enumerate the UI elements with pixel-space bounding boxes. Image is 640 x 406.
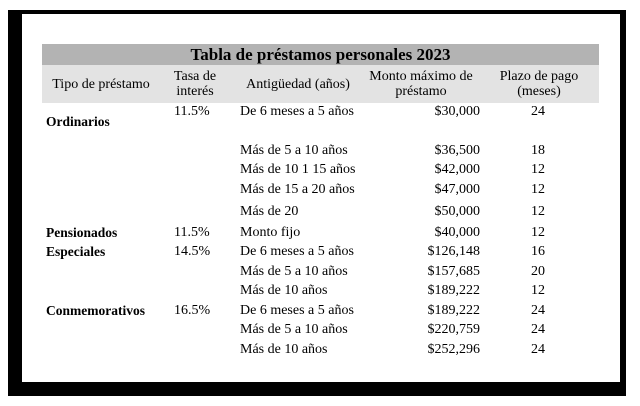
cell-term: 24 — [531, 303, 545, 318]
header-rate: Tasa de interés — [173, 69, 217, 99]
cell-age: Más de 10 años — [240, 342, 328, 357]
cell-rate: 16.5% — [174, 303, 211, 318]
cell-amount: $36,500 — [434, 143, 480, 158]
cell-term: 20 — [531, 264, 545, 279]
cell-age: De 6 meses a 5 años — [240, 244, 354, 259]
header-type: Tipo de préstamo — [52, 76, 150, 92]
cell-rate: 11.5% — [174, 104, 210, 119]
cell-age: Más de 5 a 10 años — [240, 264, 348, 279]
cell-type: Especiales — [46, 244, 106, 259]
cell-amount: $252,296 — [427, 342, 480, 357]
cell-amount: $220,759 — [427, 322, 480, 337]
cell-age: Más de 10 años — [240, 283, 328, 298]
cell-age: Más de 15 a 20 años — [240, 182, 355, 197]
cell-amount: $40,000 — [434, 225, 480, 240]
cell-age: Monto fijo — [240, 225, 301, 240]
cell-rate: 14.5% — [174, 244, 211, 259]
cell-age: Más de 5 a 10 años — [240, 143, 348, 158]
cell-age: Más de 10 1 15 años — [240, 162, 356, 177]
cell-amount: $126,148 — [427, 244, 480, 259]
cell-amount: $189,222 — [427, 303, 480, 318]
cell-term: 12 — [531, 283, 545, 298]
cell-term: 24 — [531, 322, 545, 337]
cell-term: 16 — [531, 244, 545, 259]
header-amount: Monto máximo de préstamo — [369, 69, 473, 99]
cell-term: 12 — [531, 204, 545, 219]
cell-term: 12 — [531, 162, 545, 177]
cell-amount: $47,000 — [434, 182, 480, 197]
cell-term: 12 — [531, 182, 545, 197]
cell-term: 18 — [531, 143, 545, 158]
cell-amount: $30,000 — [434, 104, 480, 119]
header-term: Plazo de pago (meses) — [499, 69, 579, 99]
cell-amount: $157,685 — [427, 264, 480, 279]
cell-age: De 6 meses a 5 años — [240, 303, 354, 318]
cell-type: Pensionados — [46, 225, 118, 240]
cell-age: Más de 20 — [240, 204, 299, 219]
cell-term: 24 — [531, 342, 545, 357]
table-title-bar — [42, 44, 599, 65]
cell-amount: $50,000 — [434, 204, 480, 219]
table-title: Tabla de préstamos personales 2023 — [190, 44, 451, 64]
cell-amount: $42,000 — [434, 162, 480, 177]
header-age: Antigüedad (años) — [246, 76, 350, 92]
cell-type: Ordinarios — [46, 114, 110, 129]
cell-age: Más de 5 a 10 años — [240, 322, 348, 337]
cell-term: 24 — [531, 104, 545, 119]
cell-type: Conmemorativos — [46, 303, 145, 318]
cell-amount: $189,222 — [427, 283, 480, 298]
cell-age: De 6 meses a 5 años — [240, 104, 354, 119]
cell-term: 12 — [531, 225, 545, 240]
cell-rate: 11.5% — [174, 225, 210, 240]
